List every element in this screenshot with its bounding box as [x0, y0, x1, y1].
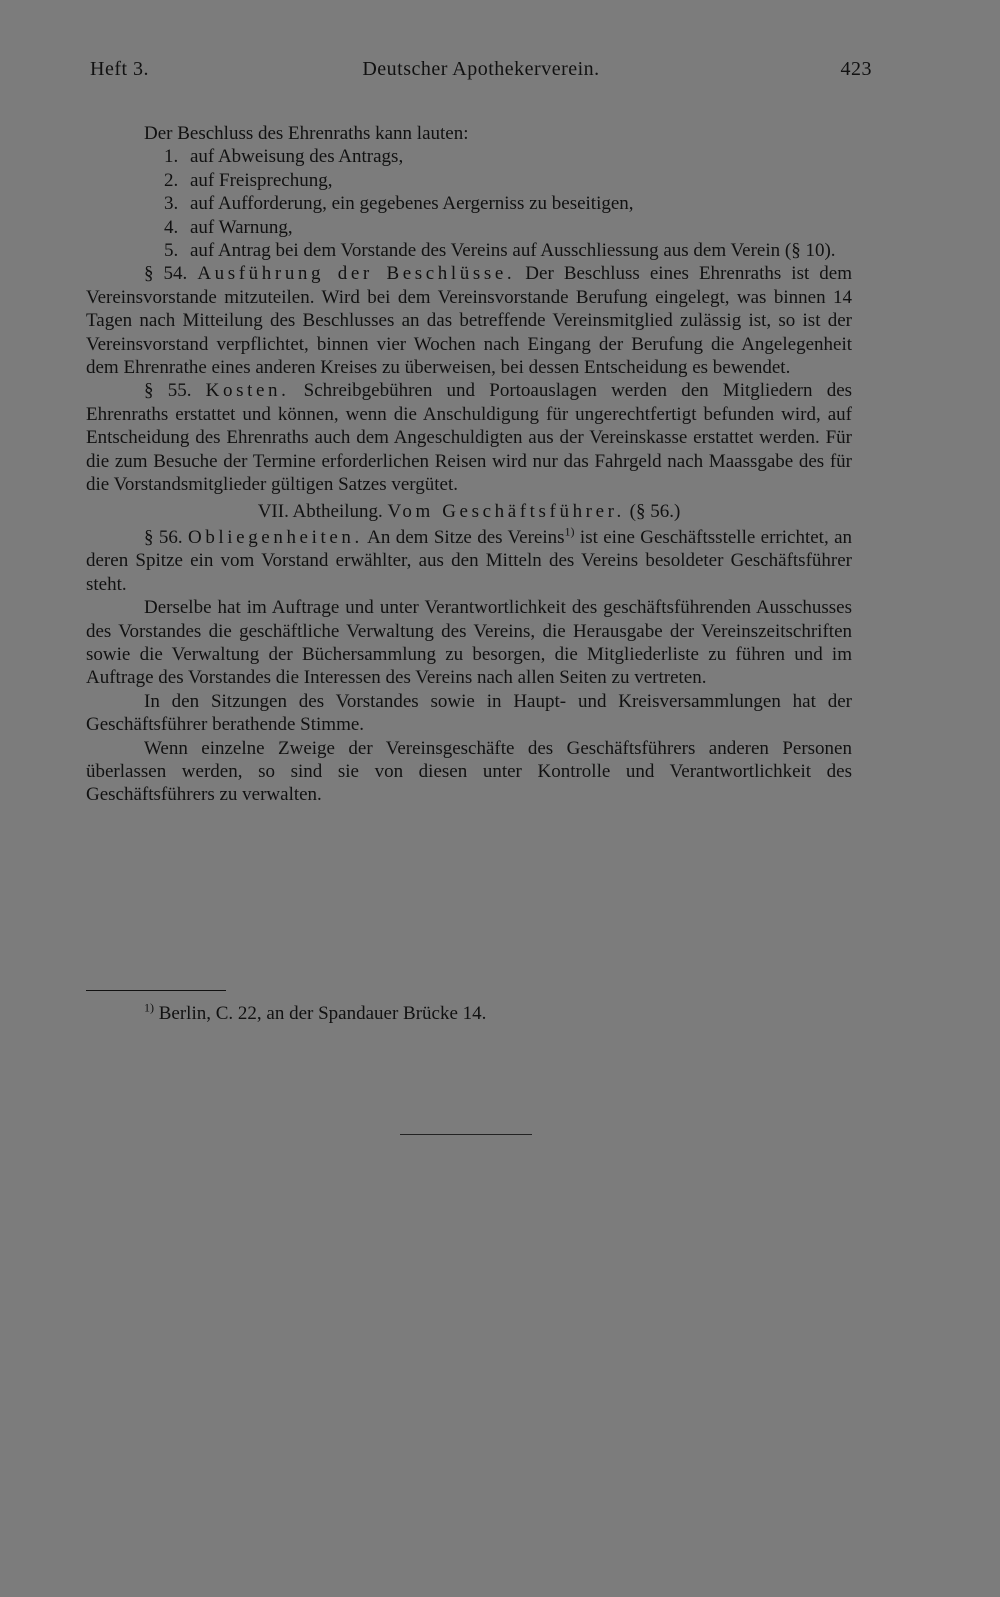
paragraph: Derselbe hat im Auftrage und unter Verantwortlichkeit des geschäftsführenden Ausschusses des Vorstandes die geschäftliche Verwaltung des Vereins, die Herausgabe der Vereinszeitschriften sowie die Verwaltung der Büchersammlung zu besorgen, die Mitgliederliste zu führen und im Auftrage des Vorstandes die Interessen des Vereins nach allen Seiten zu vertreten. — [86, 597, 852, 689]
section-number: § 55. — [144, 380, 192, 402]
footnote-text: Berlin, C. 22, an der Spandauer Brücke 14. — [158, 1003, 487, 1024]
closing-rule — [400, 1134, 532, 1135]
footnote — [144, 1002, 486, 1025]
issue-number: Heft 3. — [90, 58, 150, 80]
list-item-number: 2. — [164, 169, 179, 191]
section-text: Der Beschluss eines Ehrenraths ist dem Vereinsvorstande mitzuteilen. Wird bei dem Vereinsvorstande Berufung eingelegt, was binnen 14 Tagen nach Mitteilung des Beschlusses an das betreffende Vereinsmitglied zulässig ist, so ist der Vereinsvorstand verpflichtet, binnen vier Wochen nach Eingang der Berufung die Angelegenheit dem Ehrenrathe eines anderen Kreises zu überweisen, bei dessen Entscheidung es bewendet. — [86, 263, 852, 379]
list-item-number: 1. — [164, 146, 179, 168]
page-body — [86, 122, 852, 807]
list-item — [86, 216, 852, 239]
section-title: Kosten. — [205, 380, 290, 402]
section-text: An dem Sitze des Vereins — [367, 526, 565, 548]
section-text: Schreibgebühren und Portoauslagen werden den Mitgliedern des Ehrenraths erstattet und können, wenn die Anschuldigung für ungerechtfertigt befunden wird, auf Entscheidung des Ehrenraths auch dem Angeschuldigten aus der Vereinskasse erstattet werden. Für die zum Besuche der Termine erforderlichen Reisen wird nur das Fahrgeld nach Maassgabe des für die Vorstandsmitglieder gültigen Satzes vergütet. — [86, 380, 853, 496]
list-item — [86, 192, 852, 215]
list-item — [86, 145, 852, 168]
list-item-number: 5. — [164, 240, 179, 262]
paragraph: Wenn einzelne Zweige der Vereinsgeschäfte des Geschäftsführers anderen Personen überlassen werden, so sind sie von diesen unter Kontrolle und Verantwortlichkeit des Geschäftsführers zu verwalten. — [86, 737, 852, 806]
division-label: VII. Abtheilung. — [257, 500, 383, 522]
division-heading — [86, 500, 852, 523]
section-56 — [86, 526, 852, 596]
intro-text: Der Beschluss des Ehrenraths kann lauten: — [144, 123, 469, 144]
section-55 — [86, 379, 852, 496]
list-item — [86, 239, 852, 262]
footnote-rule — [86, 990, 226, 991]
list-item-number: 3. — [164, 193, 179, 215]
section-text-continued: ist eine Geschäftsstelle errichtet, an deren Spitze ein vom Vorstand erwählter, aus den Mitteln des Vereins besoldeter Geschäftsführer steht. — [86, 526, 852, 595]
section-title: Ausführung der Beschlüsse. — [197, 263, 516, 285]
footnote-mark: 1) — [144, 1000, 154, 1015]
list-item-text: auf Freisprechung, — [190, 169, 333, 191]
list-item-number: 4. — [164, 216, 179, 238]
list-item-text: auf Antrag bei dem Vorstande des Vereins auf Ausschliessung aus dem Verein (§ 10). — [190, 240, 836, 262]
paragraph: In den Sitzungen des Vorstandes sowie in Haupt- und Kreisversammlungen hat der Geschäftsführer berathende Stimme. — [86, 690, 852, 736]
section-title: Obliegenheiten. — [188, 526, 363, 548]
list-item — [86, 169, 852, 192]
section-number: § 56. — [144, 526, 183, 548]
division-ref: (§ 56.) — [629, 500, 681, 522]
section-54 — [86, 262, 852, 379]
footnote-mark: 1) — [564, 524, 575, 539]
list-item-text: auf Aufforderung, ein gegebenes Aergerniss zu beseitigen, — [190, 193, 634, 215]
page-number: 423 — [840, 58, 872, 80]
list-item-text: auf Abweisung des Antrags, — [190, 146, 404, 168]
list-item-text: auf Warnung, — [190, 216, 293, 238]
running-title: Deutscher Apothekerverein. — [362, 58, 600, 80]
section-number: § 54. — [144, 263, 188, 285]
decision-list — [86, 145, 852, 262]
division-title: Vom Geschäftsführer. — [387, 500, 625, 522]
